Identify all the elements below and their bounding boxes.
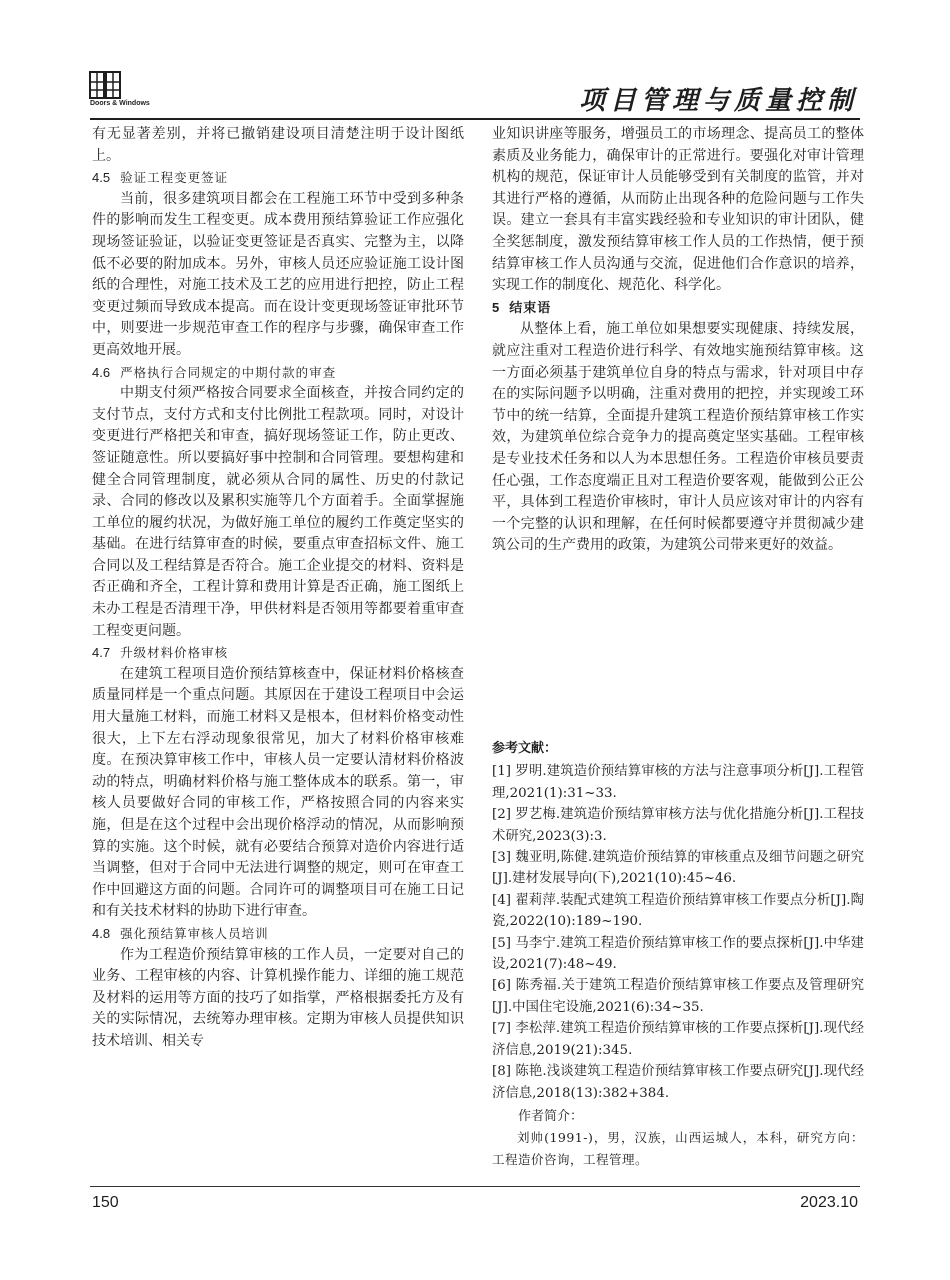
heading-4-6: 4.6 严格执行合同规定的中期付款的审查: [92, 364, 337, 380]
paragraph: 当前，很多建筑项目都会在工程施工环节中受到多种条件的影响而发生工程变更。成本费用预结算验证工作应强化现场签证验证，以验证变更签证是否真实、完整为主，以降低不必要的附加成本。另外，审核人员还应验证施工设计图纸的合理性，对施工技术及工艺的应用进行把控，防止工程变更过频而导致成本提高。而在设计变更现场签证审批环节中，则要进一步规范审查工作的程序与步骤，确保审查工作更高效地开展。: [92, 190, 464, 358]
paragraph: 从整体上看，施工单位如果想要实现健康、持续发展，就应注重对工程造价进行科学、有效地实施预结算审核。这一方面必须基于建筑单位自身的特点与需求，针对项目中存在的实际问题予以明确，注重对费用的把控，并实现竣工环节中的统一结算，全面提升建筑工程造价预结算审核工作实效，为建筑单位综合竞争力的提高奠定坚实基础。工程审核是专业技术任务和以人为本思想任务。工程造价审核员要责任心强，工作态度端正且对工程造价要客观，能做到公正公平，具体到工程造价审核时，审计人员应该对审计的内容有一个完整的认识和理解，在任何时候都要遵守并贯彻减少建筑公司的生产费用的政策，为建筑公司带来更好的效益。: [492, 321, 864, 554]
author-bio: 刘帅(1991-)，男，汉族，山西运城人，本科，研究方向：工程造价咨询，工程管理。: [492, 1130, 864, 1167]
reference-item: [7] 李松萍.建筑工程造价预结算审核的工作要点探析[J].现代经济信息,2019(21):345.: [492, 1021, 864, 1058]
issue-date: 2023.10: [800, 1194, 858, 1211]
heading-5: 5 结束语: [492, 299, 552, 316]
paragraph: 中期支付须严格按合同要求全面核查，并按合同约定的支付节点，支付方式和支付比例批工程款项。同时，对设计变更进行严格把关和审查，搞好现场签证工作，防止更改、签证随意性。所以要搞好事中控制和合同管理。要想构建和健全合同管理制度，就必须从合同的属性、历史的付款记录、合同的修改以及累积实施等几个方面着手。全面掌握施工单位的履约状况，为做好施工单位的履约工作奠定坚实的基础。在进行结算审查的时候，要重点审查招标文件、施工合同以及工程结算是否符合。施工企业提交的材料、资料是否正确和齐全，工程计算和费用计算是否正确，施工图纸上未办工程是否清理干净，甲供材料是否领用等都要着重审查工程变更问题。: [92, 385, 464, 639]
section-title: 项目管理与质量控制: [578, 86, 858, 116]
reference-item: [3] 魏亚明,陈健.建筑造价预结算的审核重点及细节问题之研究[J].建材发展导向(下),2021(10):45~46.: [492, 850, 864, 887]
paragraph: 有无显著差别，并将已撤销建设项目清楚注明于设计图纸上。: [92, 126, 464, 164]
references-title: 参考文献：: [492, 741, 558, 756]
author-label: 作者简介：: [518, 1108, 584, 1124]
paragraph: 在建筑工程项目造价预结算核查中，保证材料价格核查质量同样是一个重点问题。其原因在于建设工程项目中会运用大量施工材料，而施工材料又是根本，但材料价格变动性很大，上下左右浮动现象很常见，加大了材料价格审核难度。在预决算审核工作中，审核人员一定要认清材料价格波动的特点，明确材料价格与施工整体成本的联系。第一，审核人员要做好合同的审核工作，严格按照合同的内容来实施，但是在这个过程中会出现价格浮动的情况，从而影响预算的实施。这个时候，就有必要结合预算对造价内容进行适当调整，但对于合同中无法进行调整的规定，则可在审查工作中回避这方面的问题。合同许可的调整项目可在施工日记和有关技术材料的协助下进行审查。: [92, 665, 464, 920]
references: [492, 738, 864, 1170]
footer-rule: [90, 1186, 860, 1187]
reference-item: [6] 陈秀福.关于建筑工程造价预结算审核工作要点及管理研究[J].中国住宅设施,2021(6):34~35.: [492, 978, 864, 1015]
heading-4-8: 4.8 强化预结算审核人员培训: [92, 925, 269, 941]
paragraph: 作为工程造价预结算审核的工作人员，一定要对自己的业务、工程审核的内容、计算机操作能力、详细的施工规范及材料的运用等方面的技巧了如指掌，严格根据委托方及有关的实际情况，去统筹办理审核。定期为审核人员提供知识技术培训、相关专: [92, 946, 464, 1049]
logo-text: Doors & Windows: [90, 100, 150, 107]
reference-item: [1] 罗明.建筑造价预结算审核的方法与注意事项分析[J].工程管理,2021(1):31~33.: [492, 764, 864, 801]
reference-item: [5] 马李宁.建筑工程造价预结算审核工作的要点探析[J].中华建设,2021(7):48~49.: [492, 935, 864, 973]
reference-item: [8] 陈艳.浅谈建筑工程造价预结算审核工作要点研究[J].现代经济信息,2018(13):382+384.: [492, 1064, 864, 1101]
reference-item: [2] 罗艺梅.建筑造价预结算审核方法与优化措施分析[J].工程技术研究,2023(3):3.: [492, 807, 864, 844]
header-rule: [90, 118, 860, 120]
reference-item: [4] 翟莉萍.装配式建筑工程造价预结算审核工作要点分析[J].陶瓷,2022(10):189~190.: [492, 892, 864, 930]
paragraph: 业知识讲座等服务，增强员工的市场理念、提高员工的整体素质及业务能力，确保审计的正常进行。要强化对审计管理机构的规范，保证审计人员能够受到有关制度的监管，并对其进行严格的遵循，从而防止出现各种的危险问题与工作失误。建立一套具有丰富实践经验和专业知识的审计团队，健全奖惩制度，激发预结算审核工作人员的工作热情，便于预结算审核工作人员沟通与交流，促进他们合作意识的培养，实现工作的制度化、规范化、科学化。: [492, 126, 864, 294]
page-number: 150: [92, 1194, 119, 1211]
heading-4-7: 4.7 升级材料价格审核: [92, 645, 229, 661]
left-column: [92, 124, 464, 1053]
right-column: [492, 124, 864, 557]
heading-4-5: 4.5 验证工程变更签证: [92, 170, 229, 186]
